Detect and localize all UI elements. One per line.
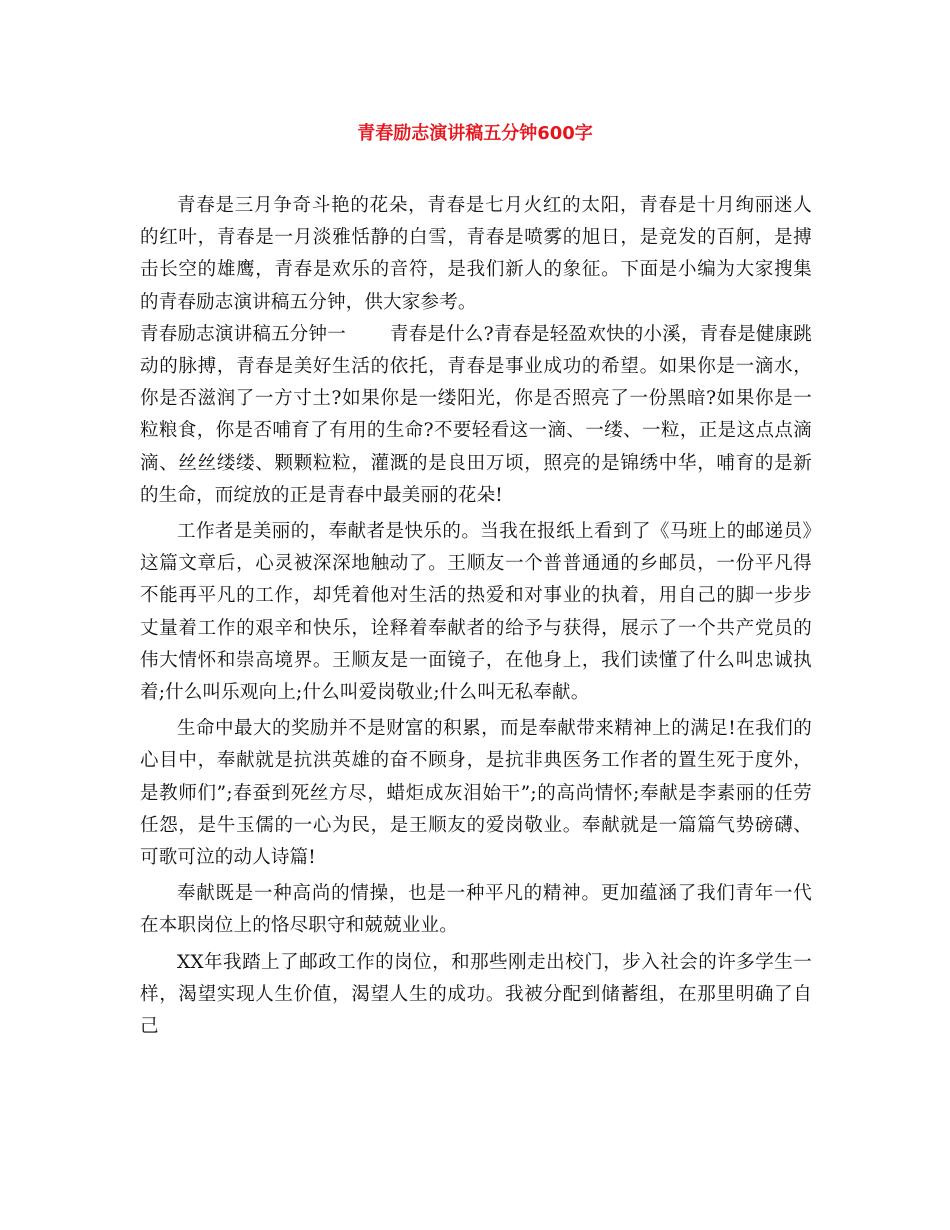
section-one-heading: 青春励志演讲稿五分钟一	[140, 323, 346, 345]
section-one-text: 青春是什么?青春是轻盈欢快的小溪，青春是健康跳动的脉搏，青春是美好生活的依托，青春是事业成功的希望。如果你是一滴水，你是否滋润了一方寸土?如果你是一缕阳光，你是否照亮了一份黑暗?如果你是一粒粮食，你是否哺育了有用的生命?不要轻看这一滴、一缕、一粒，正是这点点滴滴、丝丝缕缕、颗颗粒粒，灌溉的是良田万顷，照亮的是锦绣中华，哺育的是新的生命，而绽放的正是青春中最美丽的花朵!	[140, 323, 812, 506]
dedication-paragraph: 工作者是美丽的，奉献者是快乐的。当我在报纸上看到了《马班上的邮递员》这篇文章后，心灵被深深地触动了。王顺友一个普普通通的乡邮员，一份平凡得不能再平凡的工作，却凭着他对生活的热爱和对事业的执着，用自己的脚一步步丈量着工作的艰辛和快乐，诠释着奉献者的给予与获得，展示了一个共产党员的伟大情怀和崇高境界。王顺友是一面镜子，在他身上，我们读懂了什么叫忠诚执着;什么叫乐观向上;什么叫爱岗敬业;什么叫无私奉献。	[140, 521, 812, 704]
document-title: 青春励志演讲稿五分钟600字	[357, 123, 593, 144]
intro-paragraph: 青春是三月争奇斗艳的花朵，青春是七月火红的太阳，青春是十月绚丽迷人的红叶，青春是一月淡雅恬静的白雪，青春是喷雾的旭日，是竞发的百舸，是搏击长空的雄鹰，青春是欢乐的音符，是我们新人的象征。下面是小编为大家搜集的青春励志演讲稿五分钟，供大家参考。	[140, 195, 812, 313]
reward-paragraph: 生命中最大的奖励并不是财富的积累，而是奉献带来精神上的满足!在我们的心目中，奉献就是抗洪英雄的奋不顾身，是抗非典医务工作者的置生死于度外，是教师们”;春蚕到死丝方尽，蜡炬成灰泪始干”;的高尚情怀;奉献是李素丽的任劳任怨，是牛玉儒的一心为民，是王顺友的爱岗敬业。奉献就是一篇篇气势磅礴、可歌可泣的动人诗篇!	[140, 718, 812, 869]
section-one-paragraph	[140, 319, 812, 512]
document-body	[140, 190, 812, 1043]
career-paragraph: XX年我踏上了邮政工作的岗位，和那些刚走出校门，步入社会的许多学生一样，渴望实现人生价值，渴望人生的成功。我被分配到储蓄组，在那里明确了自己	[140, 951, 812, 1038]
spirit-paragraph: 奉献既是一种高尚的情操，也是一种平凡的精神。更加蕴涵了我们青年一代在本职岗位上的恪尽职守和兢兢业业。	[140, 883, 812, 937]
